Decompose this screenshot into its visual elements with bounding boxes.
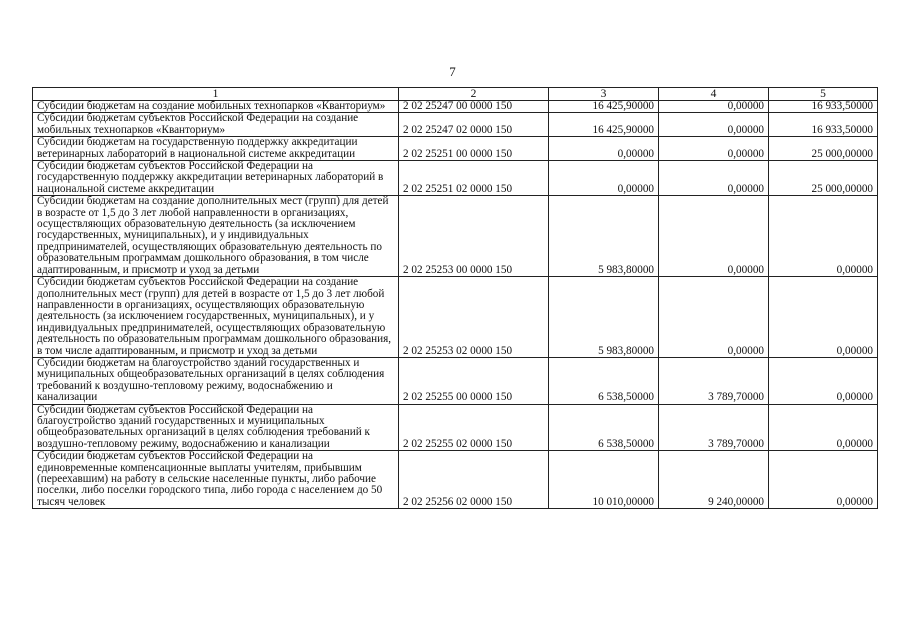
row-value-col4: 3 789,70000 — [659, 404, 769, 451]
row-code: 2 02 25247 00 0000 150 — [399, 101, 549, 113]
row-value-col4: 0,00000 — [659, 277, 769, 358]
row-value-col5: 25 000,00000 — [769, 161, 878, 196]
row-value-col5: 0,00000 — [769, 196, 878, 277]
column-header: 5 — [769, 88, 878, 101]
table-row — [33, 404, 878, 451]
row-description: Субсидии бюджетам на создание дополнительных мест (групп) для детей в возрасте от 1,5 до 3 лет любой направленности в организациях, осуществляющих образовательную деятельность (за исключением государственных, муниципальных), и у индивидуальных предпринимателей, осуществляющих образовательную деятельность по образовательным программам дошкольного образования, в том числе адаптированным, и присмотр и уход за детьми — [33, 196, 399, 277]
row-code: 2 02 25251 00 0000 150 — [399, 137, 549, 161]
row-description: Субсидии бюджетам субъектов Российской Федерации на единовременные компенсационные выплаты учителям, прибывшим (переехавшим) на работу в сельские населенные пункты, либо рабочие поселки, либо поселки городского типа, либо города с населением до 50 тысяч человек — [33, 451, 399, 509]
row-value-col5: 25 000,00000 — [769, 137, 878, 161]
row-value-col3: 16 425,90000 — [549, 113, 659, 137]
row-value-col4: 0,00000 — [659, 101, 769, 113]
row-value-col4: 0,00000 — [659, 137, 769, 161]
row-value-col4: 9 240,00000 — [659, 451, 769, 509]
row-code: 2 02 25251 02 0000 150 — [399, 161, 549, 196]
row-value-col3: 10 010,00000 — [549, 451, 659, 509]
row-value-col5: 0,00000 — [769, 451, 878, 509]
row-value-col3: 0,00000 — [549, 161, 659, 196]
row-value-col3: 6 538,50000 — [549, 404, 659, 451]
row-code: 2 02 25253 02 0000 150 — [399, 277, 549, 358]
row-code: 2 02 25255 00 0000 150 — [399, 357, 549, 404]
table-row — [33, 101, 878, 113]
table-header-row — [33, 88, 878, 101]
row-value-col4: 0,00000 — [659, 113, 769, 137]
page-number: 7 — [449, 64, 456, 79]
row-description: Субсидии бюджетам субъектов Российской Федерации на благоустройство зданий государственных и муниципальных общеобразовательных организаций в целях соблюдения требований к воздушно-тепловому режиму, водоснабжению и канализации — [33, 404, 399, 451]
row-value-col4: 0,00000 — [659, 196, 769, 277]
table-row — [33, 451, 878, 509]
row-value-col3: 5 983,80000 — [549, 196, 659, 277]
column-header: 2 — [399, 88, 549, 101]
table-row — [33, 161, 878, 196]
row-description: Субсидии бюджетам на создание мобильных технопарков «Кванториум» — [33, 101, 399, 113]
row-description: Субсидии бюджетам субъектов Российской Федерации на государственную поддержку аккредитации ветеринарных лабораторий в национальной системе аккредитации — [33, 161, 399, 196]
row-value-col5: 16 933,50000 — [769, 113, 878, 137]
row-description: Субсидии бюджетам на благоустройство зданий государственных и муниципальных общеобразовательных организаций в целях соблюдения требований к воздушно-тепловому режиму, водоснабжению и канализации — [33, 357, 399, 404]
row-code: 2 02 25255 02 0000 150 — [399, 404, 549, 451]
budget-table — [32, 87, 878, 509]
table-row — [33, 277, 878, 358]
column-header: 3 — [549, 88, 659, 101]
row-value-col4: 0,00000 — [659, 161, 769, 196]
row-value-col5: 16 933,50000 — [769, 101, 878, 113]
table-row — [33, 113, 878, 137]
row-value-col4: 3 789,70000 — [659, 357, 769, 404]
row-description: Субсидии бюджетам на государственную поддержку аккредитации ветеринарных лабораторий в национальной системе аккредитации — [33, 137, 399, 161]
row-description: Субсидии бюджетам субъектов Российской Федерации на создание мобильных технопарков «Кванториум» — [33, 113, 399, 137]
row-value-col3: 0,00000 — [549, 137, 659, 161]
row-value-col5: 0,00000 — [769, 357, 878, 404]
row-value-col3: 5 983,80000 — [549, 277, 659, 358]
row-code: 2 02 25256 02 0000 150 — [399, 451, 549, 509]
column-header: 4 — [659, 88, 769, 101]
column-header: 1 — [33, 88, 399, 101]
row-code: 2 02 25253 00 0000 150 — [399, 196, 549, 277]
row-value-col3: 16 425,90000 — [549, 101, 659, 113]
row-code: 2 02 25247 02 0000 150 — [399, 113, 549, 137]
table-row — [33, 196, 878, 277]
table-row — [33, 357, 878, 404]
table-row — [33, 137, 878, 161]
row-value-col5: 0,00000 — [769, 277, 878, 358]
row-value-col5: 0,00000 — [769, 404, 878, 451]
row-description: Субсидии бюджетам субъектов Российской Федерации на создание дополнительных мест (групп) для детей в возрасте от 1,5 до 3 лет любой направленности в организациях, осуществляющих образовательную деятельность (за исключением государственных, муниципальных), и у индивидуальных предпринимателей, осуществляющих образовательную деятельность по образовательным программам дошкольного образования, в том числе адаптированным, и присмотр и уход за детьми — [33, 277, 399, 358]
row-value-col3: 6 538,50000 — [549, 357, 659, 404]
